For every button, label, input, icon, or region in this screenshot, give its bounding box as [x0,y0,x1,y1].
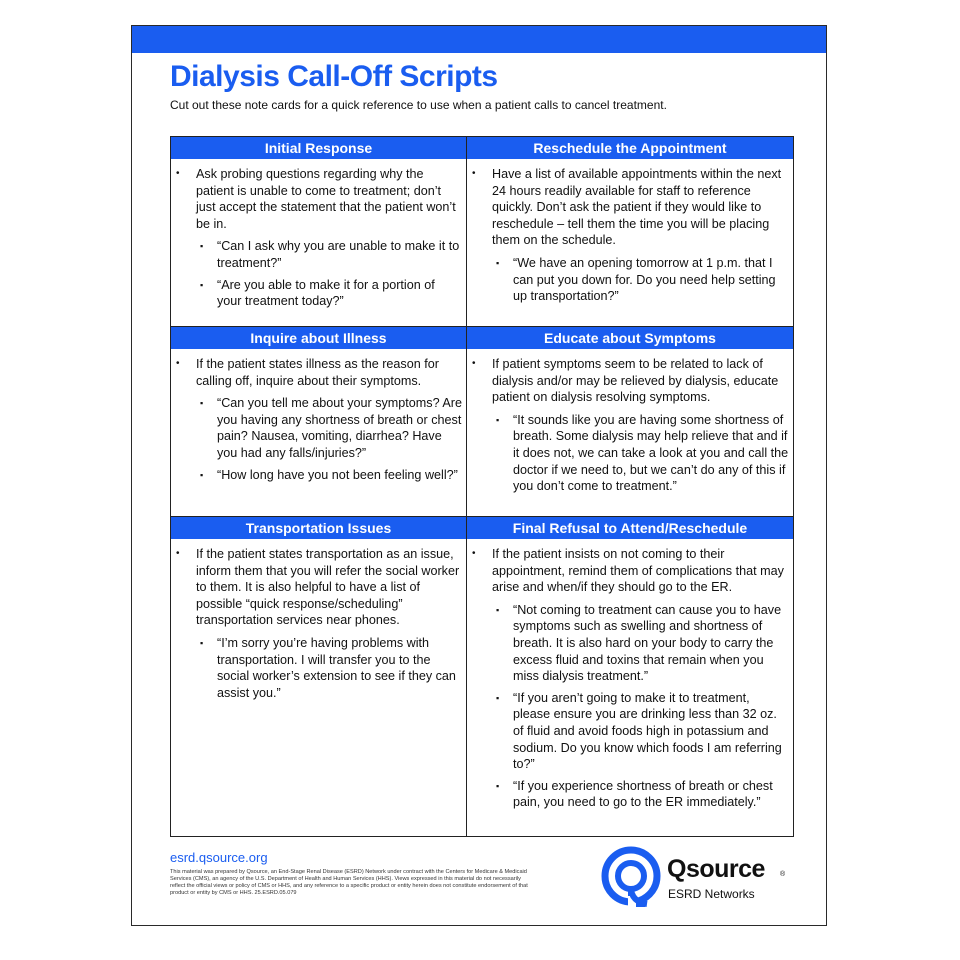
document-page [131,25,827,926]
card-bullet [175,166,462,310]
card-bullet [175,356,462,483]
card-bullet [471,356,789,495]
script-quote: ▪ “If you experience shortness of breath or chest pain, you need to go to the ER immediately.” [492,778,789,811]
logo-brand-name: Qsource [667,855,765,883]
card-educate-symptoms [467,327,793,517]
script-quote: ▪ “Can I ask why you are unable to make it to treatment?” [196,238,462,271]
qsource-logo-icon [601,846,663,910]
card-transportation-issues [171,517,467,836]
card-instruction: Ask probing questions regarding why the patient is unable to come to treatment; don’t just accept the statement that the patient won’t be in. [196,167,456,231]
registered-mark: ® [780,871,786,878]
logo-subtitle: ESRD Networks [668,887,755,901]
card-instruction: Have a list of available appointments within the next 24 hours readily available for staff to reference quickly. Don’t ask the patient if they would like to reschedule – tell them the time you will be placing them on the schedule. [492,167,782,248]
script-quote: ▪ “It sounds like you are having some shortness of breath. Some dialysis may help relieve that and if it does not, we can take a look at you and call the doctor if we need to, but we can’t do any of this if you don’t come to treatment.” [492,412,789,495]
card-heading: Transportation Issues [171,517,466,539]
card-bullet [175,546,462,701]
card-heading: Educate about Symptoms [467,327,793,349]
card-final-refusal [467,517,793,836]
script-quote: ▪ “I’m sorry you’re having problems with transportation. I will transfer you to the social worker’s extension to see if they can assist you.” [196,635,462,701]
card-instruction: If the patient states illness as the reason for calling off, inquire about their symptoms. [196,357,439,388]
card-instruction: If patient symptoms seem to be related to lack of dialysis and/or may be relieved by dialysis, educate patient on dialysis resolving symptoms. [492,357,779,405]
page-title: Dialysis Call-Off Scripts [170,60,498,93]
footer-website-link[interactable]: esrd.qsource.org [170,850,268,865]
qsource-logo [601,846,791,910]
script-quote: ▪ “How long have you not been feeling well?” [196,467,462,484]
card-reschedule-appointment [467,137,793,327]
footer-disclaimer: This material was prepared by Qsource, an End-Stage Renal Disease (ESRD) Network under contract with the Centers for Medicare & Medicaid Services (CMS), an agency of the U.S. Department of Health and Human Services (HHS). Views expressed in this material do not necessarily reflect the official views or policy of CMS or HHS, and any reference to a specific product or entity herein does not constitute endorsement of that product or entity by CMS or HHS. 25.ESRD.05.079 [170,869,528,896]
script-quote: ▪ “We have an opening tomorrow at 1 p.m. that I can put you down for. Do you need help setting up transportation?” [492,255,789,305]
page-subtitle: Cut out these note cards for a quick reference to use when a patient calls to cancel treatment. [170,98,667,112]
top-accent-bar [132,26,826,53]
script-quote: ▪ “Can you tell me about your symptoms? Are you having any shortness of breath or chest pain? Nausea, vomiting, diarrhea? Have you had any falls/injuries?” [196,395,462,461]
card-inquire-illness [171,327,467,517]
card-bullet [471,546,789,811]
card-heading: Initial Response [171,137,466,159]
script-quote: ▪ “Not coming to treatment can cause you to have symptoms such as swelling and shortness of breath. It is also hard on your body to carry the excess fluid and toxins that remain when you miss dialysis treatment.” [492,602,789,685]
card-instruction: If the patient states transportation as an issue, inform them that you will refer the social worker to them. It is also helpful to have a list of possible “quick response/scheduling” transportation services near phones. [196,547,460,628]
card-heading: Inquire about Illness [171,327,466,349]
note-card-grid [170,136,794,837]
card-initial-response [171,137,467,327]
card-heading: Final Refusal to Attend/Reschedule [467,517,793,539]
script-quote: ▪ “Are you able to make it for a portion of your treatment today?” [196,277,462,310]
card-bullet [471,166,789,305]
script-quote: ▪ “If you aren’t going to make it to treatment, please ensure you are drinking less than 32 oz. of fluid and avoid foods high in potassium and sodium. Do you know which foods I am referring to?” [492,690,789,773]
card-heading: Reschedule the Appointment [467,137,793,159]
card-instruction: If the patient insists on not coming to their appointment, remind them of complications that may arise and when/if they should go to the ER. [492,547,784,595]
